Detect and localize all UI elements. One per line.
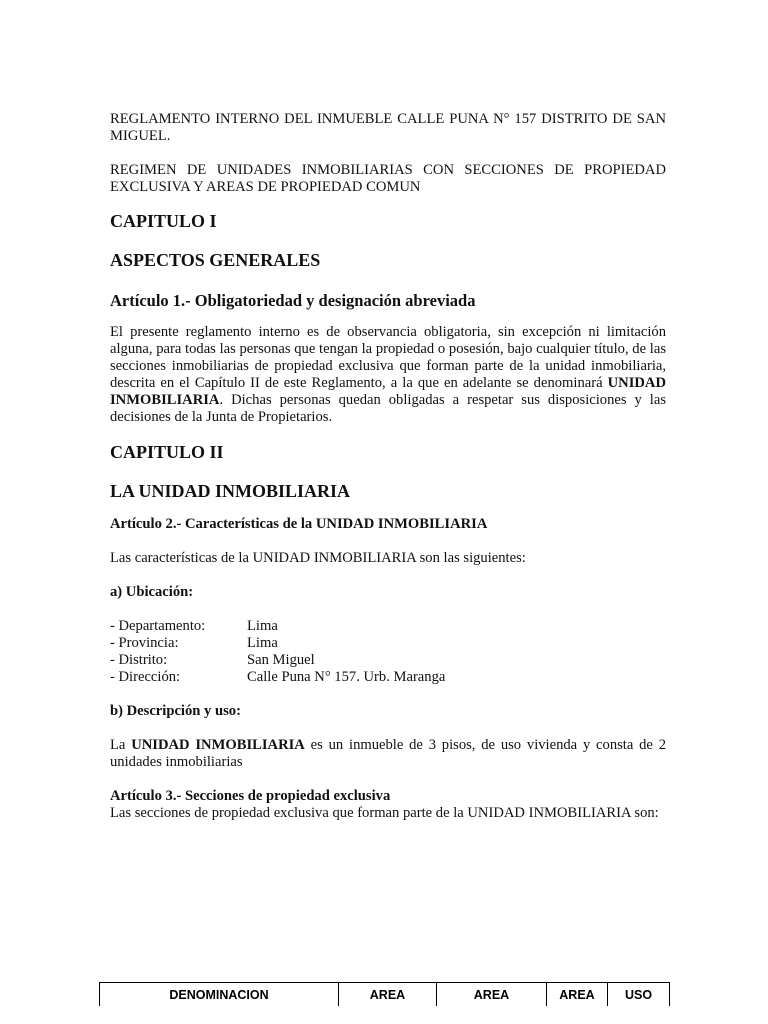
location-label: - Dirección:: [110, 669, 181, 685]
chapter-2-title: LA UNIDAD INMOBILIARIA: [110, 481, 351, 501]
location-value: San Miguel: [247, 652, 315, 668]
article-1-text-a: El presente reglamento interno es de observancia obligatoria, sin excepción ni limitación alguna, para todas las personas que tengan la propiedad o posesión, bajo cualquier título, de las secciones inmobiliarias de propiedad exclusiva que forman parte de la unidad inmobiliaria, descrita en el Capítulo II de este Reglamento, a la que en adelante se denominará: [110, 324, 666, 391]
document-title: REGLAMENTO INTERNO DEL INMUEBLE CALLE PUNA N° 157 DISTRITO DE SAN MIGUEL.: [110, 111, 666, 144]
location-list: [110, 618, 666, 686]
table-header-cell: AREA: [547, 983, 608, 1006]
location-value: Lima: [247, 618, 278, 634]
article-1-title: Artículo 1.- Obligatoriedad y designación abreviada: [110, 291, 476, 310]
description-text-a: La: [110, 737, 132, 753]
document-body: [110, 111, 666, 822]
document-subtitle: REGIMEN DE UNIDADES INMOBILIARIAS CON SECCIONES DE PROPIEDAD EXCLUSIVA Y AREAS DE PROPIEDAD COMUN: [110, 162, 666, 195]
article-1-text-bold: UNIDAD INMOBILIARIA: [110, 375, 666, 408]
table-header-cell: AREA: [339, 983, 437, 1006]
article-2-title: Artículo 2.- Características de la UNIDAD INMOBILIARIA: [110, 516, 488, 532]
article-3-title: Artículo 3.- Secciones de propiedad exclusiva: [110, 788, 391, 804]
article-2-intro: Las características de la UNIDAD INMOBILIARIA son las siguientes:: [110, 550, 526, 566]
location-row: [110, 635, 666, 652]
table-header-cell: DENOMINACION: [100, 983, 339, 1006]
table-header-cell: USO: [624, 987, 653, 1002]
location-row: [110, 618, 666, 635]
location-value: Lima: [247, 635, 278, 651]
description-text: [110, 737, 666, 771]
location-label: - Departamento:: [110, 618, 206, 634]
description-text-b: es un inmueble de 3 pisos, de uso vivienda y consta de 2 unidades inmobiliarias: [110, 737, 666, 770]
location-row: [110, 669, 666, 686]
description-text-bold: UNIDAD INMOBILIARIA: [131, 737, 305, 753]
chapter-2-heading: CAPITULO II: [110, 442, 224, 462]
table-header-cell: AREA: [437, 983, 547, 1006]
location-value: Calle Puna N° 157. Urb. Maranga: [247, 669, 446, 685]
section-b-heading: b) Descripción y uso:: [110, 703, 241, 719]
sections-table-header: [99, 982, 670, 1006]
section-a-heading: a) Ubicación:: [110, 584, 194, 600]
chapter-1-title: ASPECTOS GENERALES: [110, 250, 321, 270]
chapter-1-heading: CAPITULO I: [110, 211, 217, 231]
location-label: - Provincia:: [110, 635, 179, 651]
location-label: - Distrito:: [110, 652, 168, 668]
article-1-text-b: . Dichas personas quedan obligadas a respetar sus disposiciones y las decisiones de la Junta de Propietarios.: [110, 392, 666, 425]
article-1-text: [110, 324, 666, 426]
article-3-text: Las secciones de propiedad exclusiva que forman parte de la UNIDAD INMOBILIARIA son:: [110, 805, 659, 821]
location-row: [110, 652, 666, 669]
